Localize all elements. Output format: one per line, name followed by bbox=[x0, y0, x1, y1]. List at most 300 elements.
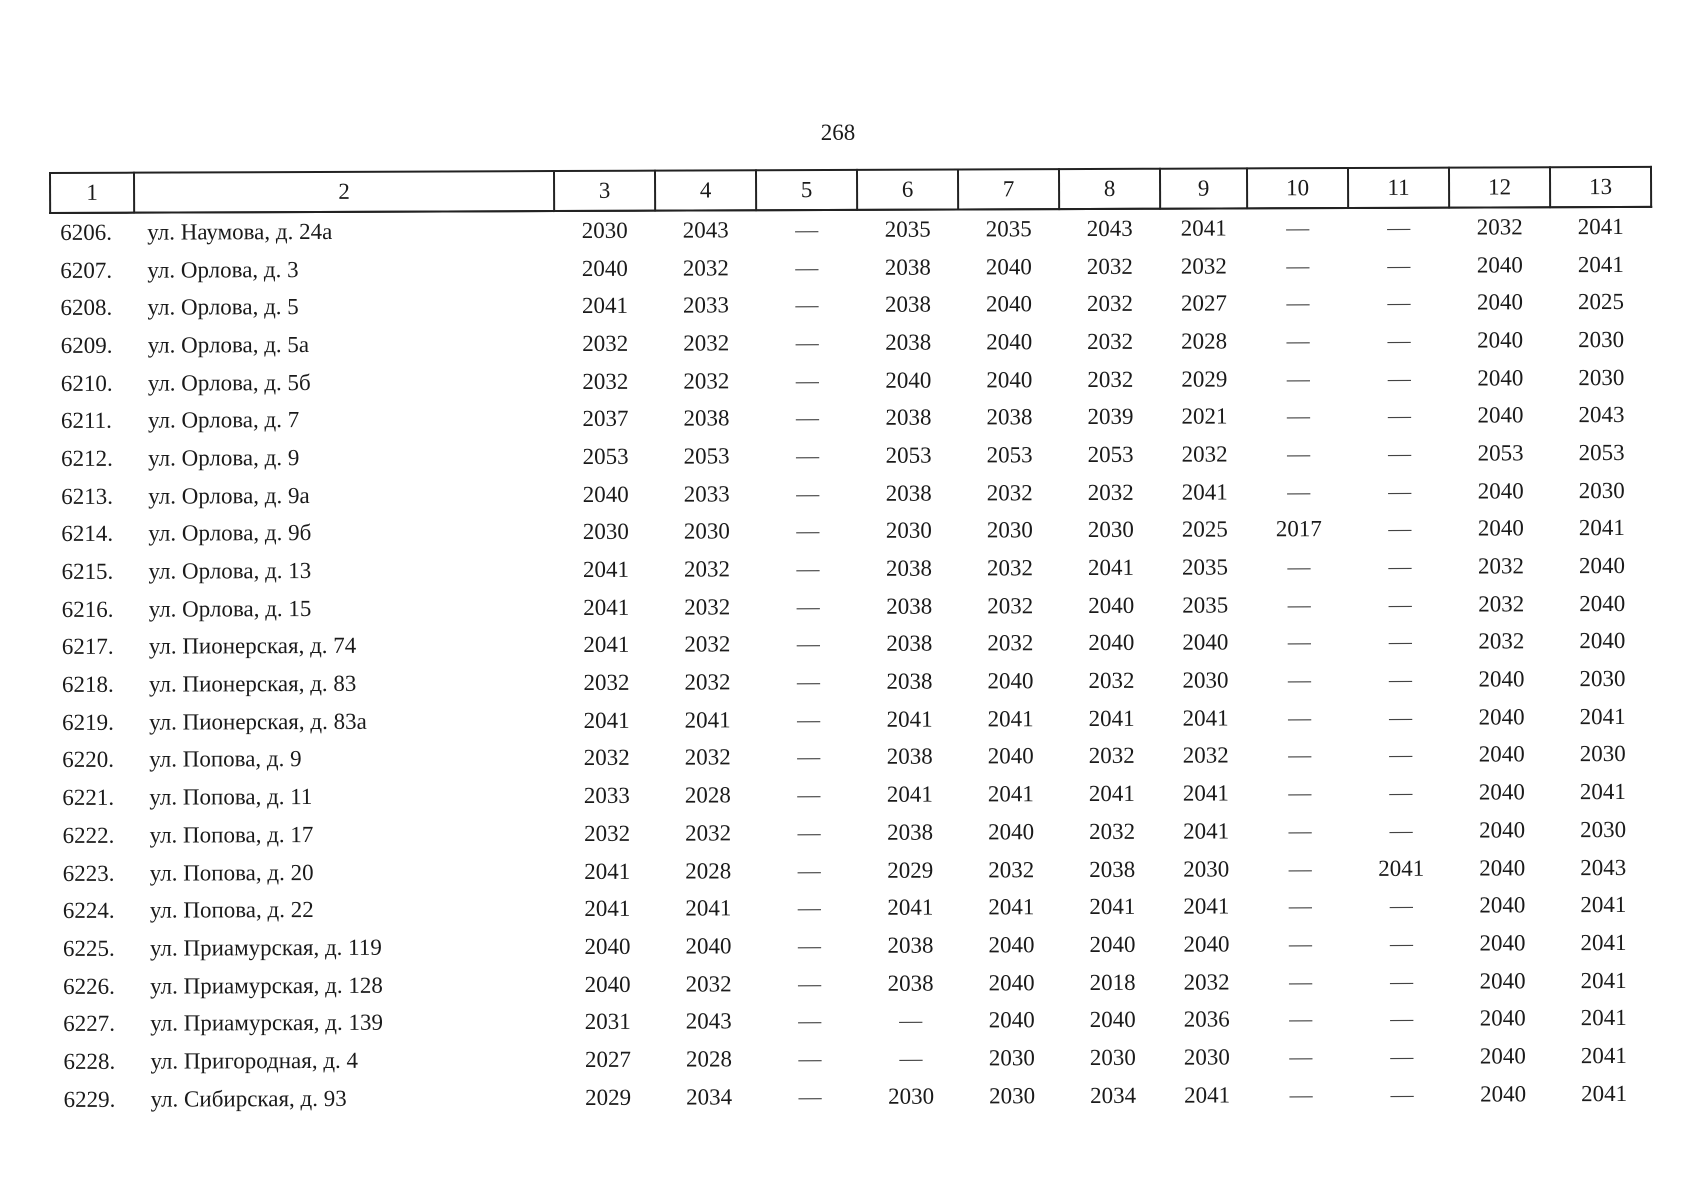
table-cell: 2040 bbox=[1478, 817, 1526, 843]
table-cell: — bbox=[1286, 290, 1310, 316]
table-cell: — bbox=[1288, 855, 1312, 881]
address-cell: ул. Попова, д. 9 bbox=[149, 746, 302, 773]
table-cell: — bbox=[796, 443, 820, 469]
table-cell: 2040 bbox=[1478, 741, 1525, 767]
table-cell: — bbox=[1389, 742, 1413, 768]
table-cell: 2041 bbox=[1579, 779, 1626, 805]
table-cell: 2033 bbox=[683, 481, 730, 507]
table-cell: 2043 bbox=[1580, 854, 1627, 880]
table-cell: 2040 bbox=[987, 819, 1035, 845]
address-cell: ул. Орлова, д. 7 bbox=[147, 407, 300, 433]
table-cell: 2040 bbox=[1089, 931, 1136, 957]
table-cell: 2030 bbox=[1579, 741, 1626, 767]
table-cell: 2025 bbox=[1181, 516, 1228, 542]
table-cell: — bbox=[1389, 817, 1413, 843]
table-cell: 2032 bbox=[684, 820, 732, 846]
table-cell: 2041 bbox=[583, 707, 630, 733]
table-cell: 2033 bbox=[583, 782, 630, 809]
table-cell: 2038 bbox=[986, 404, 1033, 430]
table-cell: — bbox=[1390, 1081, 1414, 1107]
table-cell: 2032 bbox=[684, 669, 731, 695]
table-cell: 2030 bbox=[1578, 326, 1625, 353]
table-cell: — bbox=[1388, 629, 1412, 655]
table-cell: — bbox=[1286, 365, 1310, 391]
address-cell: ул. Наумова, д. 24а bbox=[147, 218, 333, 245]
table-cell: — bbox=[1387, 214, 1411, 240]
table-cell: 2041 bbox=[987, 781, 1034, 807]
table-cell: — bbox=[797, 706, 821, 732]
column-header: 10 bbox=[1247, 168, 1348, 208]
column-header: 4 bbox=[655, 170, 756, 210]
table-cell: — bbox=[1387, 365, 1411, 391]
table-cell: 2040 bbox=[584, 933, 631, 959]
table-cell: — bbox=[1388, 516, 1412, 542]
address-cell: ул. Попова, д. 11 bbox=[149, 784, 313, 810]
table-cell: 2041 bbox=[1089, 894, 1136, 920]
table-cell: 2038 bbox=[885, 329, 932, 355]
table-cell: 2041 bbox=[1183, 893, 1230, 919]
table-cell: 2030 bbox=[1578, 477, 1625, 503]
table-cell: 2032 bbox=[986, 479, 1033, 506]
row-number-cell: 6210. bbox=[60, 370, 113, 396]
table-cell: — bbox=[796, 518, 820, 544]
table-row bbox=[53, 924, 1654, 968]
table-cell: 2030 bbox=[988, 1045, 1035, 1071]
table-cell: 2033 bbox=[682, 292, 730, 318]
table-row bbox=[51, 472, 1652, 516]
table-cell: 2040 bbox=[1479, 854, 1526, 881]
table-cell: 2041 bbox=[584, 895, 631, 922]
table-row bbox=[50, 246, 1651, 290]
table-cell: 2040 bbox=[1088, 630, 1135, 656]
table-cell: 2041 bbox=[685, 895, 732, 921]
row-number-cell: 6227. bbox=[63, 1011, 116, 1037]
table-cell: — bbox=[795, 216, 819, 242]
table-cell: 2040 bbox=[1478, 704, 1525, 730]
address-cell: ул. Орлова, д. 5а bbox=[147, 331, 310, 358]
table-cell: 2032 bbox=[583, 669, 630, 696]
table-cell: 2040 bbox=[1479, 930, 1526, 956]
table-cell: 2035 bbox=[1181, 554, 1229, 580]
address-cell: ул. Попова, д. 20 bbox=[149, 859, 314, 886]
table-cell: 2032 bbox=[1181, 441, 1228, 467]
table-cell: — bbox=[798, 970, 822, 996]
table-cell: 2038 bbox=[886, 819, 934, 845]
table-row bbox=[53, 962, 1654, 1006]
column-header: 6 bbox=[857, 170, 958, 210]
table-cell: — bbox=[1287, 554, 1311, 580]
row-number-cell: 6222. bbox=[62, 822, 115, 848]
table-cell: 2041 bbox=[887, 894, 934, 921]
table-cell: 2032 bbox=[582, 330, 629, 356]
table-cell: 2040 bbox=[1579, 590, 1626, 616]
table-cell: 2032 bbox=[684, 594, 731, 620]
table-cell: 2035 bbox=[884, 216, 931, 242]
row-number-cell: 6220. bbox=[62, 747, 115, 773]
table-cell: 2029 bbox=[1181, 366, 1228, 392]
table-cell: 2041 bbox=[1087, 554, 1135, 581]
table-cell: 2038 bbox=[885, 555, 933, 581]
table-cell: 2038 bbox=[1089, 856, 1136, 882]
table-cell: 2039 bbox=[1087, 404, 1134, 430]
table-cell: — bbox=[796, 480, 820, 506]
row-number-cell: 6229. bbox=[63, 1086, 116, 1112]
table-cell: 2028 bbox=[684, 782, 731, 808]
table-cell: 2043 bbox=[685, 1008, 732, 1034]
table-cell: 2030 bbox=[989, 1082, 1036, 1109]
table-cell: 2041 bbox=[987, 706, 1034, 732]
table-cell: 2040 bbox=[988, 932, 1035, 958]
table-cell: 2032 bbox=[986, 555, 1034, 581]
table-row bbox=[51, 321, 1652, 365]
table-cell: — bbox=[899, 1045, 923, 1071]
table-cell: 2053 bbox=[683, 443, 730, 469]
table-cell: 2040 bbox=[1089, 1007, 1136, 1033]
table-cell: 2037 bbox=[582, 406, 629, 432]
table-cell: 2041 bbox=[583, 632, 630, 658]
table-cell: — bbox=[1388, 591, 1412, 617]
table-row bbox=[53, 886, 1654, 930]
address-cell: ул. Орлова, д. 5 bbox=[147, 294, 299, 320]
table-cell: — bbox=[1387, 403, 1411, 429]
table-cell: 2018 bbox=[1089, 969, 1136, 995]
table-cell: — bbox=[795, 292, 819, 318]
table-cell: — bbox=[796, 556, 820, 582]
address-cell: ул. Попова, д. 17 bbox=[149, 821, 314, 848]
table-cell: — bbox=[1387, 289, 1411, 316]
table-cell: 2038 bbox=[884, 254, 931, 280]
address-cell: ул. Пригородная, д. 4 bbox=[150, 1047, 359, 1074]
table-row bbox=[51, 547, 1652, 591]
table-cell: 2040 bbox=[988, 969, 1035, 995]
table-cell: — bbox=[1390, 968, 1414, 994]
table-row bbox=[53, 1037, 1654, 1081]
table-cell: 2041 bbox=[684, 707, 731, 733]
table-cell: — bbox=[798, 1046, 822, 1072]
table-cell: — bbox=[797, 744, 821, 770]
table-cell: 2040 bbox=[1479, 1005, 1526, 1031]
table-cell: 2040 bbox=[1479, 892, 1526, 918]
table-cell: — bbox=[1287, 667, 1312, 693]
table-cell: 2041 bbox=[1578, 515, 1625, 541]
table-cell: 2032 bbox=[1086, 291, 1134, 317]
table-cell: 2040 bbox=[1183, 931, 1230, 957]
table-cell: 2041 bbox=[1580, 1042, 1627, 1069]
table-cell: 2041 bbox=[1580, 929, 1627, 956]
table-row bbox=[52, 698, 1653, 742]
table-cell: 2040 bbox=[1477, 327, 1524, 353]
table-cell: 2032 bbox=[683, 367, 730, 394]
column-header: 13 bbox=[1550, 167, 1651, 207]
table-cell: 2040 bbox=[1182, 629, 1229, 656]
table-cell: — bbox=[797, 782, 821, 808]
table-cell: — bbox=[1390, 1006, 1414, 1032]
table-cell: 2028 bbox=[685, 857, 732, 884]
table-row bbox=[51, 434, 1652, 478]
table-cell: 2040 bbox=[584, 971, 631, 997]
table-cell: 2041 bbox=[886, 706, 933, 732]
address-cell: ул. Орлова, д. 3 bbox=[147, 256, 299, 283]
table-cell: 2040 bbox=[1479, 967, 1526, 994]
column-header: 8 bbox=[1059, 169, 1160, 209]
table-cell: 2032 bbox=[1087, 328, 1134, 354]
table-cell: 2032 bbox=[988, 856, 1035, 882]
row-number-cell: 6215. bbox=[61, 558, 114, 584]
table-cell: 2032 bbox=[684, 744, 731, 771]
table-cell: 2032 bbox=[682, 254, 729, 281]
table-cell: 2032 bbox=[1086, 253, 1133, 279]
table-cell: — bbox=[1289, 1081, 1313, 1107]
table-cell: 2032 bbox=[683, 556, 731, 582]
table-cell: 2035 bbox=[985, 216, 1032, 242]
table-row bbox=[51, 359, 1652, 403]
table-cell: 2041 bbox=[1577, 251, 1624, 277]
table-cell: 2030 bbox=[888, 1083, 935, 1109]
table-cell: 2030 bbox=[986, 517, 1033, 543]
column-header: 7 bbox=[958, 169, 1059, 209]
table-cell: — bbox=[1389, 779, 1413, 806]
table-cell: 2027 bbox=[584, 1046, 631, 1072]
table-cell: 2040 bbox=[1477, 364, 1524, 391]
row-number-cell: 6226. bbox=[63, 973, 115, 999]
table-cell: 2053 bbox=[1477, 440, 1524, 466]
row-number-cell: 6217. bbox=[61, 634, 114, 660]
table-cell: — bbox=[1288, 931, 1313, 957]
table-row bbox=[52, 585, 1653, 629]
row-number-cell: 6207. bbox=[60, 257, 113, 283]
table-cell: — bbox=[795, 254, 819, 280]
address-cell: ул. Приамурская, д. 139 bbox=[150, 1010, 384, 1036]
table-cell: — bbox=[1289, 1006, 1313, 1032]
table-cell: 2040 bbox=[1479, 1043, 1526, 1069]
table-header bbox=[50, 167, 1651, 213]
row-number-cell: 6216. bbox=[61, 596, 114, 622]
table-cell: 2025 bbox=[1577, 289, 1625, 315]
table-body bbox=[50, 207, 1654, 1119]
table-cell: 2036 bbox=[1183, 1006, 1230, 1032]
table-cell: — bbox=[1287, 441, 1311, 467]
address-cell: ул. Пионерская, д. 74 bbox=[148, 633, 357, 660]
table-cell: — bbox=[797, 857, 821, 883]
table-cell: 2030 bbox=[1183, 1044, 1230, 1070]
table-cell: — bbox=[798, 1083, 822, 1109]
column-header: 11 bbox=[1348, 168, 1449, 208]
table-cell: 2028 bbox=[685, 1046, 732, 1072]
table-cell: 2041 bbox=[1378, 855, 1425, 881]
table-cell: 2041 bbox=[1580, 967, 1627, 993]
table-cell: 2040 bbox=[581, 255, 628, 281]
table-cell: 2040 bbox=[985, 253, 1032, 279]
table-cell: 2040 bbox=[1478, 779, 1525, 805]
table-cell: 2034 bbox=[686, 1084, 733, 1110]
data-table-container bbox=[49, 166, 1655, 1119]
table-cell: — bbox=[1388, 553, 1412, 579]
table-cell: 2032 bbox=[1476, 214, 1523, 240]
row-number-cell: 6228. bbox=[63, 1048, 116, 1074]
table-cell: 2053 bbox=[1578, 439, 1625, 466]
table-cell: — bbox=[1287, 629, 1311, 655]
table-cell: — bbox=[795, 367, 819, 393]
address-cell: ул. Орлова, д. 9а bbox=[148, 482, 310, 509]
table-row bbox=[52, 735, 1653, 779]
table-cell: — bbox=[1389, 930, 1414, 956]
table-cell: 2040 bbox=[1476, 289, 1524, 315]
table-cell: 2032 bbox=[1478, 628, 1525, 654]
table-cell: 2041 bbox=[1184, 1082, 1231, 1108]
address-cell: ул. Приамурская, д. 128 bbox=[150, 972, 383, 999]
table-cell: — bbox=[797, 819, 821, 845]
table-cell: — bbox=[1286, 215, 1310, 241]
table-row bbox=[53, 999, 1654, 1043]
table-cell: — bbox=[796, 631, 820, 657]
table-cell: 2040 bbox=[1478, 666, 1525, 692]
table-cell: 2029 bbox=[585, 1084, 632, 1110]
table-cell: — bbox=[797, 932, 822, 959]
table-cell: 2038 bbox=[886, 631, 933, 657]
table-cell: — bbox=[1388, 440, 1412, 466]
table-cell: 2040 bbox=[1088, 592, 1135, 618]
table-cell: — bbox=[1288, 818, 1312, 844]
data-table bbox=[49, 166, 1656, 1119]
table-cell: 2030 bbox=[683, 518, 730, 544]
table-cell: 2032 bbox=[1180, 253, 1227, 279]
row-number-cell: 6212. bbox=[61, 445, 113, 471]
address-cell: ул. Орлова, д. 5б bbox=[147, 369, 311, 396]
table-cell: 2032 bbox=[1088, 667, 1135, 694]
table-cell: — bbox=[1389, 704, 1413, 730]
row-number-cell: 6221. bbox=[62, 784, 115, 811]
table-cell: 2040 bbox=[582, 481, 629, 507]
table-cell: — bbox=[1388, 478, 1412, 504]
row-number-cell: 6213. bbox=[61, 483, 114, 509]
column-header: 12 bbox=[1449, 167, 1550, 207]
table-cell: — bbox=[1387, 327, 1411, 353]
table-cell: — bbox=[1288, 893, 1312, 919]
table-cell: 2017 bbox=[1275, 516, 1322, 542]
table-cell: 2041 bbox=[1180, 215, 1227, 241]
table-cell: 2029 bbox=[887, 857, 934, 883]
row-number-cell: 6206. bbox=[60, 219, 113, 245]
table-cell: — bbox=[798, 1008, 822, 1034]
table-cell: 2032 bbox=[684, 631, 731, 657]
table-cell: 2053 bbox=[986, 442, 1033, 468]
table-cell: 2040 bbox=[1477, 515, 1524, 541]
table-cell: 2038 bbox=[886, 744, 933, 770]
row-number-cell: 6223. bbox=[62, 860, 115, 886]
address-cell: ул. Попова, д. 22 bbox=[149, 897, 314, 923]
table-cell: 2030 bbox=[1087, 517, 1134, 543]
table-cell: 2040 bbox=[986, 366, 1033, 392]
table-cell: 2043 bbox=[1578, 402, 1625, 428]
table-cell: — bbox=[795, 329, 819, 356]
table-cell: 2030 bbox=[581, 217, 628, 243]
table-cell: 2032 bbox=[987, 630, 1034, 656]
table-cell: 2032 bbox=[1087, 479, 1134, 505]
address-cell: ул. Приамурская, д. 119 bbox=[149, 934, 382, 961]
page-number: 268 bbox=[820, 120, 856, 145]
table-row bbox=[53, 1075, 1654, 1119]
table-cell: — bbox=[899, 1007, 923, 1034]
table-cell: 2040 bbox=[987, 668, 1034, 694]
table-cell: 2040 bbox=[987, 743, 1034, 769]
table-cell: 2038 bbox=[886, 668, 933, 694]
table-cell: — bbox=[797, 895, 821, 921]
table-cell: 2021 bbox=[1181, 403, 1228, 429]
table-row bbox=[52, 811, 1653, 855]
table-cell: 2028 bbox=[1181, 328, 1228, 354]
table-cell: 2040 bbox=[1477, 477, 1524, 504]
table-cell: 2038 bbox=[683, 405, 730, 431]
table-cell: — bbox=[1289, 968, 1313, 994]
table-cell: 2038 bbox=[887, 932, 934, 958]
table-cell: 2032 bbox=[1087, 366, 1134, 392]
table-cell: 2040 bbox=[1476, 251, 1523, 278]
address-cell: ул. Орлова, д. 9 bbox=[148, 445, 300, 471]
table-cell: 2038 bbox=[884, 291, 932, 318]
table-cell: 2040 bbox=[1578, 552, 1626, 579]
table-cell: 2030 bbox=[1182, 667, 1229, 693]
table-cell: 2041 bbox=[1088, 780, 1135, 807]
table-row bbox=[51, 396, 1652, 440]
table-cell: 2030 bbox=[1183, 856, 1230, 882]
row-number-cell: 6209. bbox=[60, 332, 113, 358]
row-number-cell: 6219. bbox=[62, 709, 114, 735]
table-cell: — bbox=[796, 593, 820, 619]
table-cell: 2040 bbox=[986, 329, 1033, 355]
table-cell: 2032 bbox=[583, 820, 631, 846]
table-cell: 2040 bbox=[985, 291, 1033, 317]
table-cell: — bbox=[1287, 478, 1311, 504]
table-cell: — bbox=[1286, 328, 1310, 354]
table-row bbox=[53, 849, 1654, 893]
column-header: 3 bbox=[554, 171, 655, 211]
table-cell: 2041 bbox=[1579, 703, 1626, 729]
table-cell: 2041 bbox=[886, 781, 933, 807]
table-cell: 2031 bbox=[584, 1009, 631, 1035]
table-cell: 2032 bbox=[1088, 818, 1136, 844]
address-cell: ул. Орлова, д. 9б bbox=[148, 520, 312, 546]
table-cell: 2032 bbox=[1088, 743, 1135, 769]
table-cell: — bbox=[1288, 704, 1312, 731]
column-header: 1 bbox=[50, 173, 134, 213]
table-cell: 2041 bbox=[1088, 705, 1135, 731]
table-cell: 2040 bbox=[1480, 1080, 1527, 1107]
table-cell: 2041 bbox=[988, 894, 1035, 920]
table-cell: — bbox=[1390, 1043, 1414, 1069]
table-cell: 2030 bbox=[1089, 1044, 1136, 1070]
table-row bbox=[52, 622, 1653, 666]
table-cell: 2032 bbox=[583, 745, 630, 771]
address-cell: ул. Сибирская, д. 93 bbox=[150, 1085, 347, 1112]
table-cell: — bbox=[1389, 892, 1413, 919]
table-cell: 2053 bbox=[885, 442, 932, 468]
table-cell: 2034 bbox=[1090, 1082, 1137, 1108]
row-number-cell: 6208. bbox=[60, 294, 113, 321]
table-cell: 2040 bbox=[1579, 628, 1626, 654]
table-cell: 2032 bbox=[683, 330, 730, 356]
table-cell: — bbox=[1288, 742, 1312, 768]
table-cell: 2038 bbox=[885, 404, 932, 431]
table-cell: 2043 bbox=[1086, 215, 1133, 241]
table-cell: — bbox=[1288, 780, 1312, 806]
table-cell: — bbox=[1286, 252, 1310, 278]
table-cell: 2041 bbox=[1581, 1080, 1628, 1106]
table-cell: — bbox=[1289, 1044, 1313, 1070]
table-cell: — bbox=[795, 405, 819, 431]
table-cell: 2032 bbox=[685, 970, 732, 997]
table-cell: 2041 bbox=[582, 556, 630, 582]
row-number-cell: 6218. bbox=[61, 671, 114, 698]
